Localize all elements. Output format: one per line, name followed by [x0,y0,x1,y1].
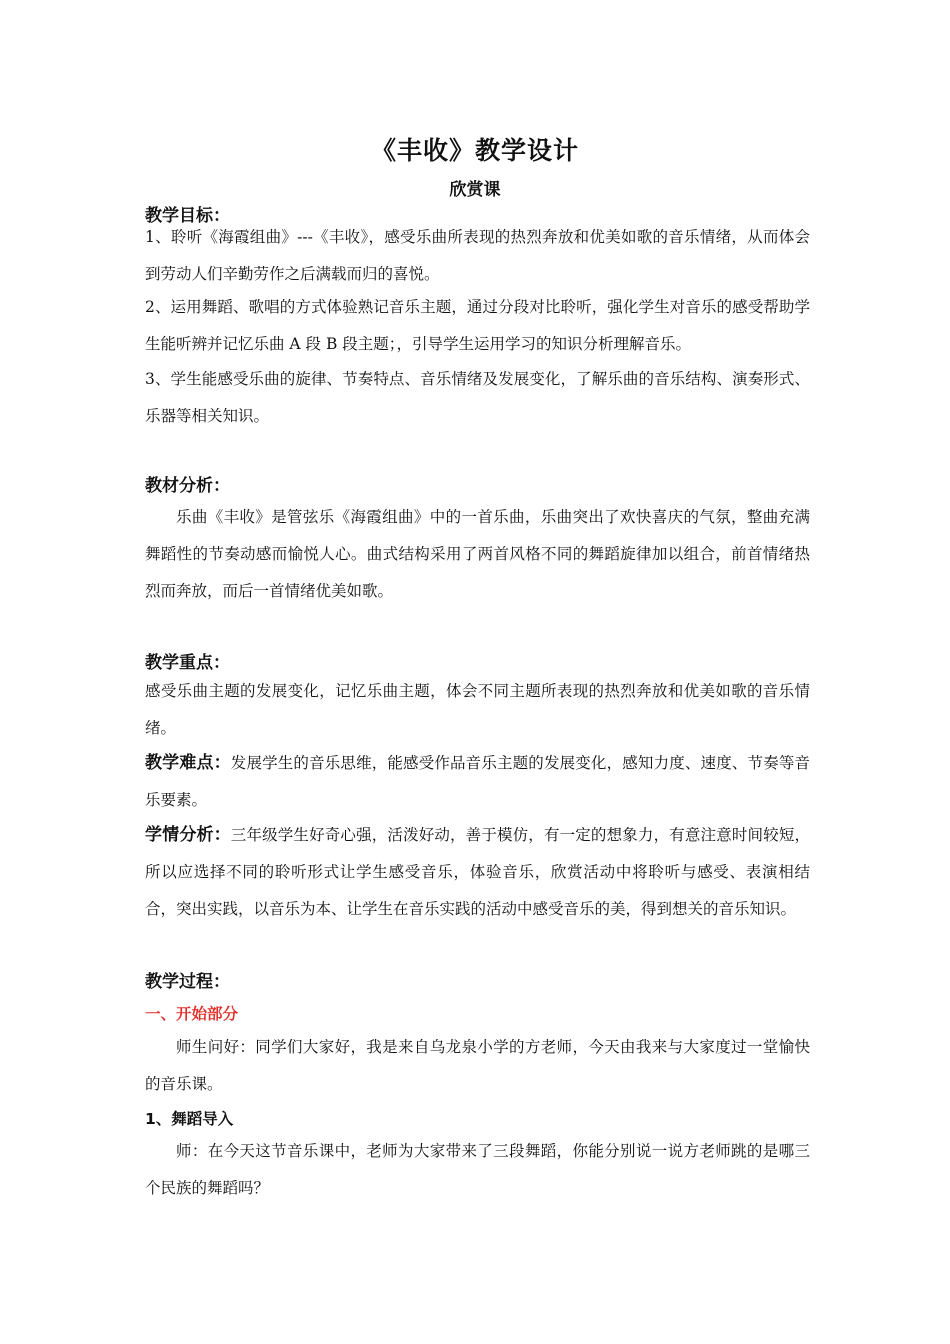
difficulty-text: 发展学生的音乐思维，能感受作品音乐主题的发展变化，感知力度、速度、节奏等音乐要素。 [145,754,810,809]
process-heading: 教学过程： [145,972,230,992]
difficulty-heading: 教学难点： [145,753,231,773]
learner-heading: 学情分析： [145,825,231,845]
document-title: 《丰收》教学设计 [370,136,579,165]
step1-heading: 1、舞蹈导入 [145,1110,234,1128]
goal-item-3: 3、学生能感受乐曲的旋律、节奏特点、音乐情绪及发展变化，了解乐曲的音乐结构、演奏形式、乐器等相关知识。 [145,370,810,425]
difficulty-paragraph [145,745,810,819]
document-subtitle: 欣赏课 [449,180,501,200]
key-points-heading: 教学重点： [145,653,230,673]
material-text: 乐曲《丰收》是管弦乐《海霞组曲》中的一首乐曲，乐曲突出了欢快喜庆的气氛，整曲充满舞蹈性的节奏动感而愉悦人心。曲式结构采用了两首风格不同的舞蹈旋律加以组合，前首情绪热烈而奔放，而后一首情绪优美如歌。 [145,508,810,600]
learner-text: 三年级学生好奇心强，活泼好动，善于模仿，有一定的想象力，有意注意时间较短，所以应选择不同的聆听形式让学生感受音乐，体验音乐，欣赏活动中将聆听与感受、表演相结合，突出实践，以音乐为本、让学生在音乐实践的活动中感受音乐的美，得到想关的音乐知识。 [145,826,810,918]
step1-text: 师：在今天这节音乐课中，老师为大家带来了三段舞蹈，你能分别说一说方老师跳的是哪三个民族的舞蹈吗？ [145,1142,810,1197]
goals-heading: 教学目标： [145,206,230,226]
material-heading: 教材分析： [145,476,230,496]
part1-heading: 一、开始部分 [145,1005,239,1023]
goal-item-1: 1、聆听《海霞组曲》---《丰收》，感受乐曲所表现的热烈奔放和优美如歌的音乐情绪，从而体会到劳动人们辛勤劳作之后满载而归的喜悦。 [145,228,810,283]
goal-item-2: 2、运用舞蹈、歌唱的方式体验熟记音乐主题，通过分段对比聆听，强化学生对音乐的感受帮助学生能听辨并记忆乐曲 A 段 B 段主题；，引导学生运用学习的知识分析理解音乐。 [145,298,810,353]
learner-paragraph [145,817,810,928]
key-points-text: 感受乐曲主题的发展变化，记忆乐曲主题，体会不同主题所表现的热烈奔放和优美如歌的音乐情绪。 [145,682,810,737]
greeting-text: 师生问好：同学们大家好，我是来自乌龙泉小学的方老师，今天由我来与大家度过一堂愉快的音乐课。 [145,1038,810,1093]
